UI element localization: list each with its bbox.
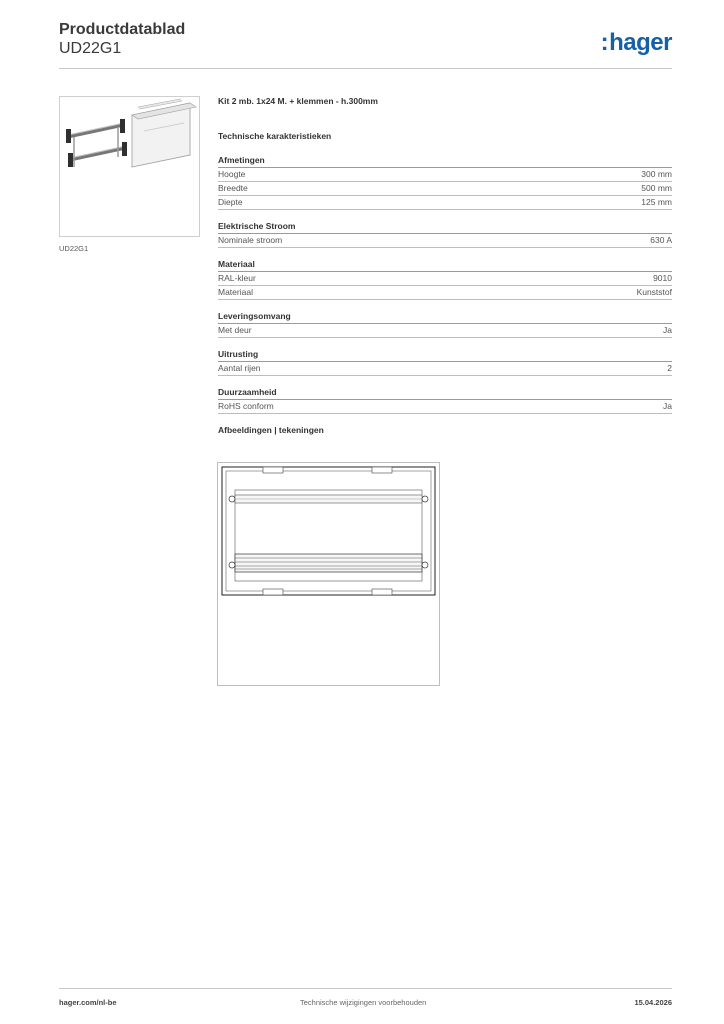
spec-value: 125 mm xyxy=(641,197,672,207)
header-divider xyxy=(59,68,672,69)
tech-heading: Technische karakteristieken xyxy=(218,131,332,141)
section-title: Leveringsomvang xyxy=(218,311,672,324)
spec-label: Materiaal xyxy=(218,287,253,297)
spec-row xyxy=(218,168,672,182)
spec-content xyxy=(218,96,672,435)
spec-value: 2 xyxy=(667,363,672,373)
section-materiaal xyxy=(218,259,672,300)
section-title: Duurzaamheid xyxy=(218,387,672,400)
spec-label: Breedte xyxy=(218,183,248,193)
section-afmetingen xyxy=(218,155,672,210)
spec-label: Diepte xyxy=(218,197,243,207)
spec-label: RoHS conform xyxy=(218,401,274,411)
section-title: Materiaal xyxy=(218,259,672,272)
spec-value: 9010 xyxy=(653,273,672,283)
spec-label: Aantal rijen xyxy=(218,363,261,373)
footer-divider xyxy=(59,988,672,989)
spec-value: 630 A xyxy=(650,235,672,245)
spec-row xyxy=(218,234,672,248)
spec-label: Nominale stroom xyxy=(218,235,283,245)
product-image-caption: UD22G1 xyxy=(59,244,89,253)
spec-label: RAL-kleur xyxy=(218,273,256,283)
spec-label: Met deur xyxy=(218,325,252,335)
spec-value: 300 mm xyxy=(641,169,672,179)
footer-notice: Technische wijzigingen voorbehouden xyxy=(300,998,427,1007)
page-title: Productdatablad xyxy=(59,21,186,38)
spec-value: 500 mm xyxy=(641,183,672,193)
section-elektrische-stroom xyxy=(218,221,672,248)
spec-value: Ja xyxy=(663,325,672,335)
section-uitrusting xyxy=(218,349,672,376)
product-kit-illustration xyxy=(60,97,199,236)
section-title: Elektrische Stroom xyxy=(218,221,672,234)
spec-value: Kunststof xyxy=(636,287,672,297)
footer-url-link[interactable]: hager.com/nl-be xyxy=(59,998,117,1007)
hager-logo[interactable]: :hager xyxy=(600,29,672,56)
product-code: UD22G1 xyxy=(59,40,122,57)
spec-row xyxy=(218,182,672,196)
section-title: Afmetingen xyxy=(218,155,672,168)
logo-text: hager xyxy=(609,29,672,56)
images-heading: Afbeeldingen | tekeningen xyxy=(218,425,324,435)
spec-label: Hoogte xyxy=(218,169,246,179)
product-image xyxy=(59,96,200,237)
spec-row xyxy=(218,272,672,286)
spec-row xyxy=(218,286,672,300)
spec-value: Ja xyxy=(663,401,672,411)
spec-row xyxy=(218,324,672,338)
technical-drawing xyxy=(217,462,440,686)
enclosure-front-drawing xyxy=(218,463,439,685)
spec-row xyxy=(218,196,672,210)
page-header xyxy=(59,20,672,70)
product-name: Kit 2 mb. 1x24 M. + klemmen - h.300mm xyxy=(218,96,378,106)
spec-row xyxy=(218,362,672,376)
section-leveringsomvang xyxy=(218,311,672,338)
section-title: Uitrusting xyxy=(218,349,672,362)
spec-row xyxy=(218,400,672,414)
section-duurzaamheid xyxy=(218,387,672,414)
footer-date: 15.04.2026 xyxy=(634,998,672,1007)
